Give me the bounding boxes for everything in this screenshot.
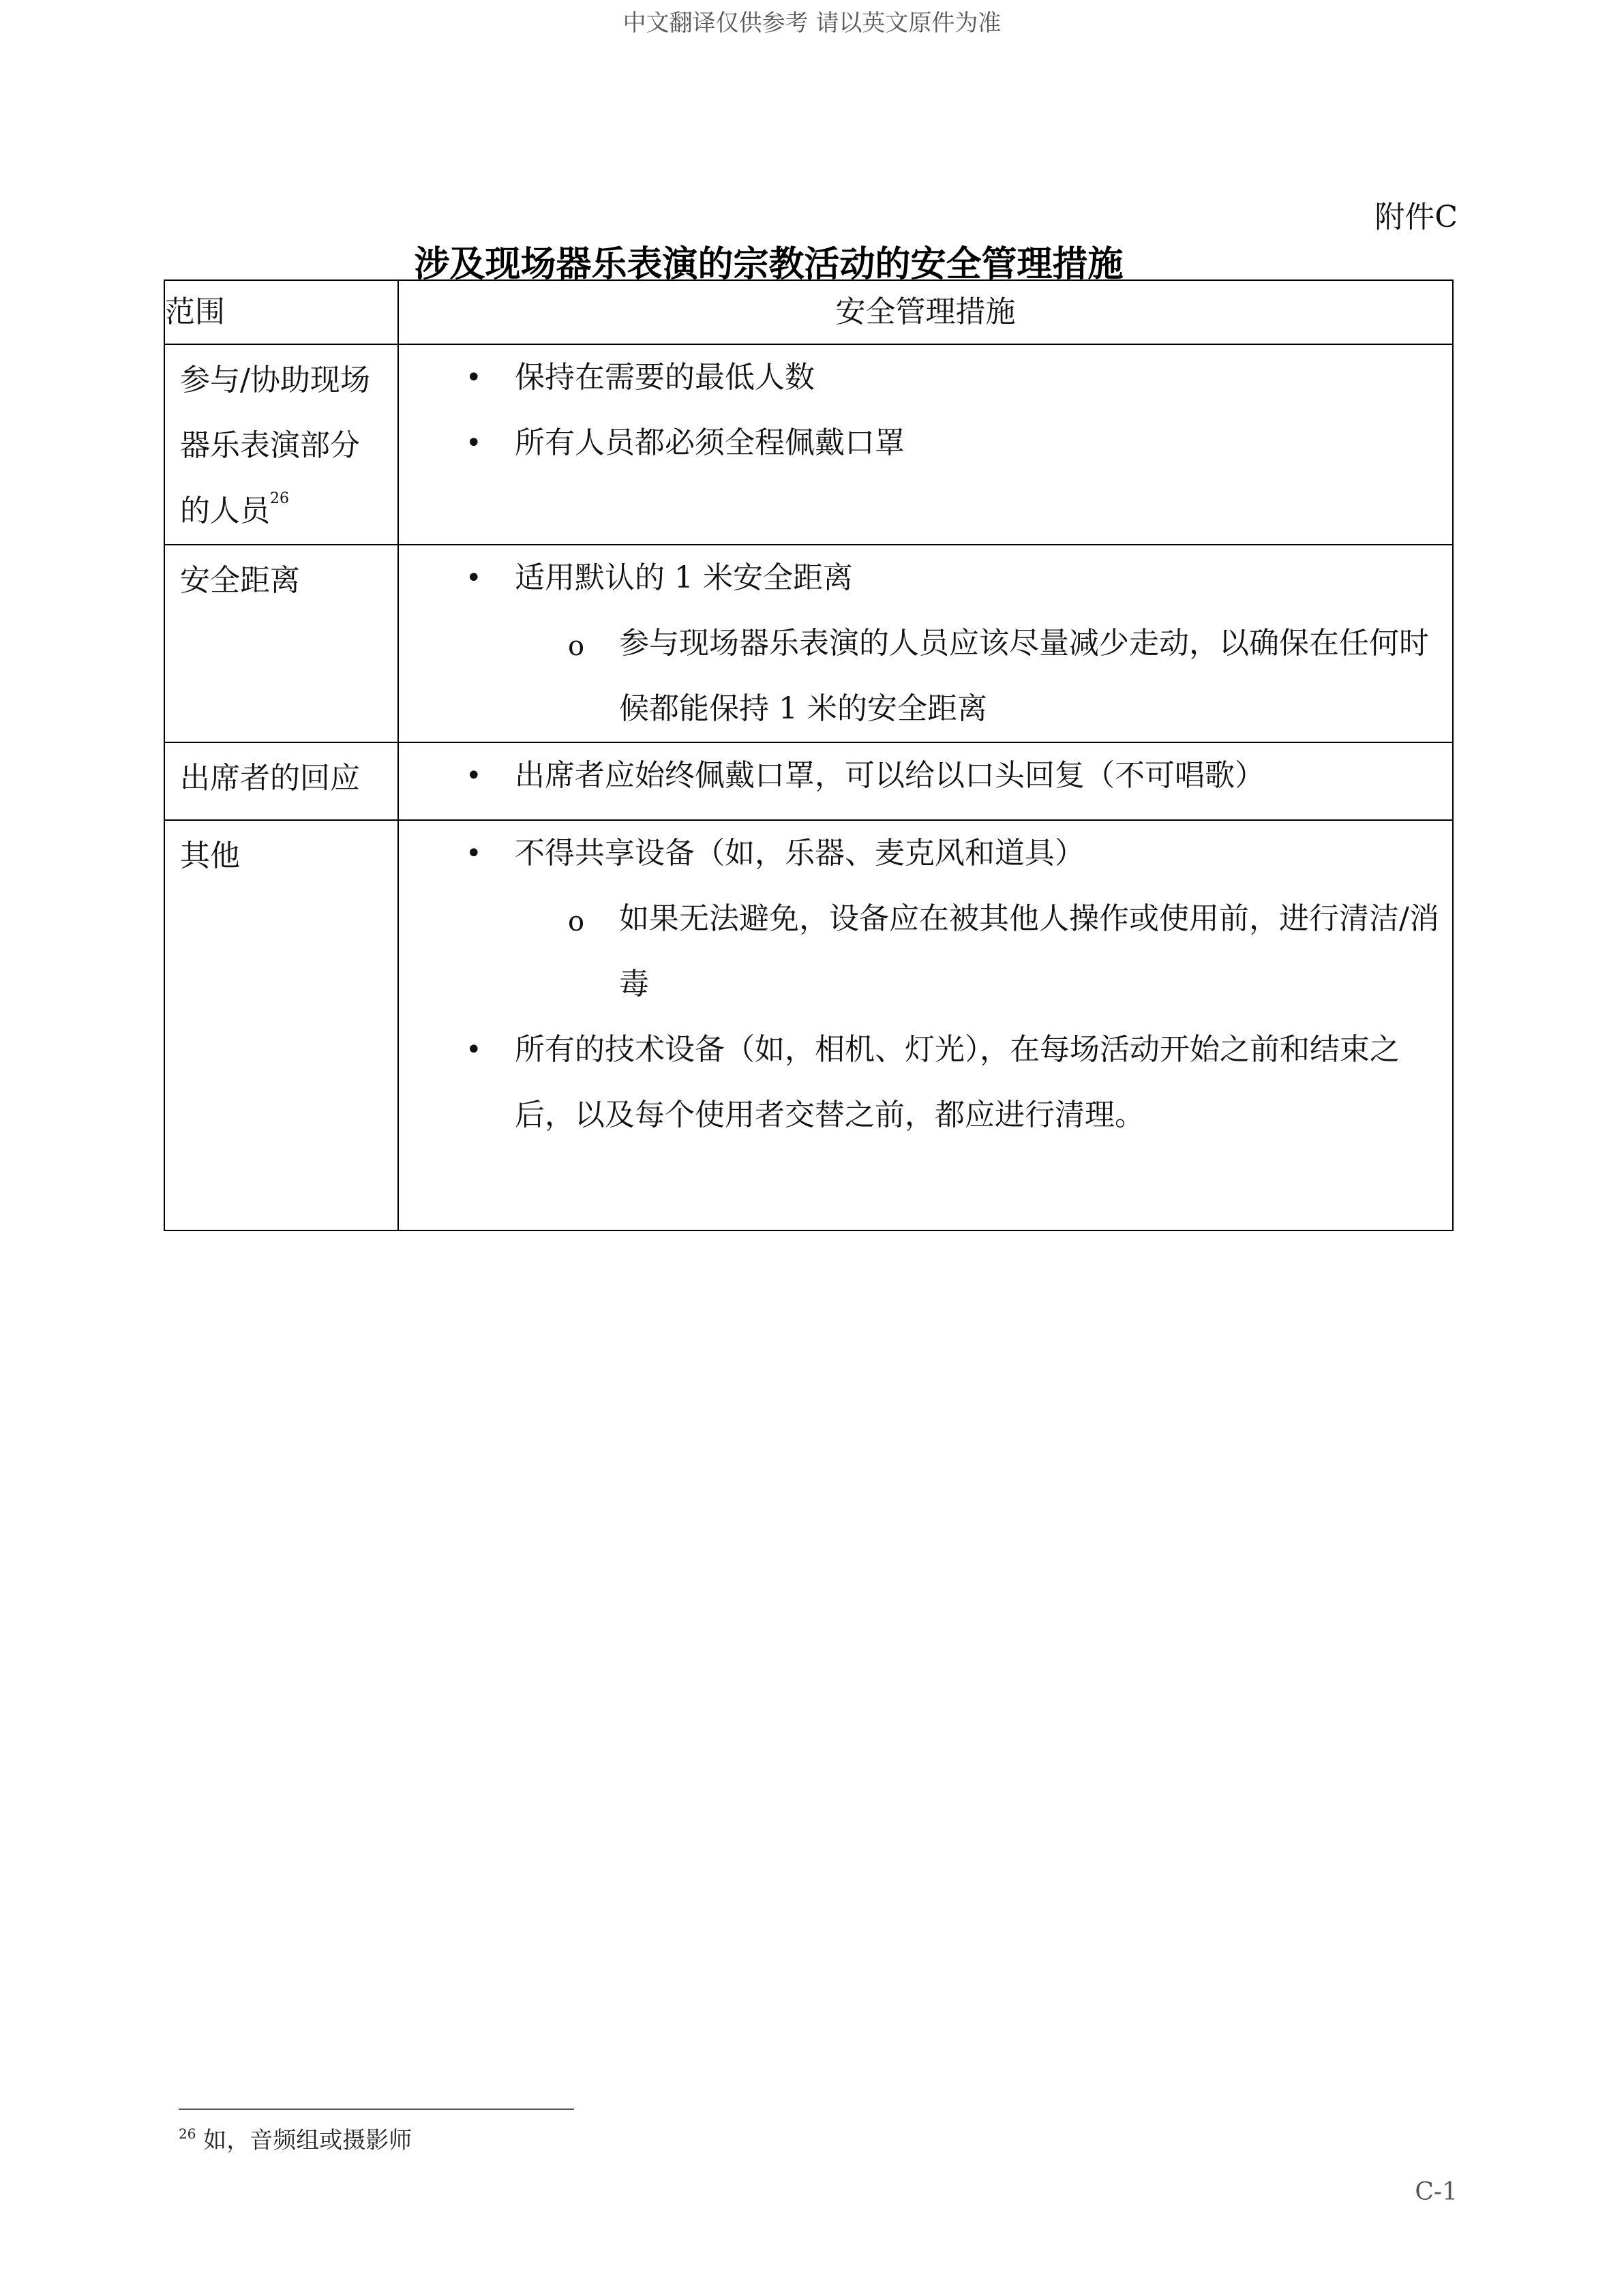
scope-cell	[164, 742, 398, 820]
safety-measures-table	[164, 280, 1454, 1231]
measure-item	[399, 743, 1452, 809]
bullet-icon: •	[466, 838, 482, 869]
scope-text	[165, 345, 397, 544]
bullet-icon: •	[466, 760, 482, 791]
measure-list	[399, 345, 1452, 476]
table-row	[164, 820, 1453, 1230]
sub-measure-text: 如果无法避免，设备应在被其他人操作或使用前，进行清洁/消毒	[619, 901, 1439, 1001]
measures-cell	[398, 344, 1453, 545]
measure-item	[399, 345, 1452, 410]
footnote-divider	[179, 2109, 574, 2110]
measure-item	[399, 410, 1452, 476]
document-title: 涉及现场器乐表演的宗教活动的安全管理措施	[414, 243, 1124, 285]
measure-text: 所有人员都必须全程佩戴口罩	[515, 425, 905, 460]
bullet-icon: •	[466, 427, 482, 459]
measures-cell	[398, 545, 1453, 742]
annex-label: 附件C	[1374, 200, 1458, 235]
bullet-icon: •	[466, 1034, 482, 1066]
scope-text: 其他	[180, 839, 240, 873]
sub-bullet-icon: o	[568, 631, 585, 662]
scope-cell	[164, 545, 398, 742]
table-row	[164, 344, 1453, 545]
scope-cell	[164, 820, 398, 1230]
table-row	[164, 545, 1453, 742]
measure-text: 不得共享设备（如，乐器、麦克风和道具）	[515, 836, 1085, 871]
sub-measure-item	[399, 611, 1452, 742]
table-header-row	[164, 280, 1453, 344]
translation-note: 中文翻译仅供参考 请以英文原件为准	[622, 10, 1002, 37]
scope-text: 安全距离	[180, 563, 300, 598]
table-row	[164, 742, 1453, 820]
measure-item	[399, 821, 1452, 886]
header-scope: 范围	[164, 280, 398, 344]
measure-list	[399, 1017, 1452, 1148]
scope-label: 参与/协助现场器乐表演部分的人员	[180, 363, 370, 528]
measure-list	[399, 743, 1452, 809]
measures-cell	[398, 820, 1453, 1230]
sub-measure-list	[399, 611, 1452, 742]
scope-cell	[164, 344, 398, 545]
measure-list	[399, 545, 1452, 611]
footnote-text: 如，音频组或摄影师	[203, 2127, 412, 2154]
measures-cell	[398, 742, 1453, 820]
page-number: C-1	[1415, 2178, 1458, 2206]
footnote-number: 26	[179, 2126, 196, 2142]
measure-item	[399, 545, 1452, 611]
scope-text: 出席者的回应	[180, 761, 360, 796]
bullet-icon: •	[466, 562, 482, 594]
sub-measure-text: 参与现场器乐表演的人员应该尽量减少走动，以确保在任何时候都能保持 1 米的安全距离	[619, 626, 1429, 726]
measure-text: 出席者应始终佩戴口罩，可以给以口头回复（不可唱歌）	[515, 758, 1265, 793]
measure-text: 适用默认的 1 米安全距离	[515, 560, 853, 595]
measure-text: 保持在需要的最低人数	[515, 360, 815, 395]
measure-list	[399, 821, 1452, 886]
measure-text: 所有的技术设备（如，相机、灯光），在每场活动开始之前和结束之后，以及每个使用者交替之前，都应进行清理。	[515, 1032, 1400, 1132]
sub-measure-list	[399, 886, 1452, 1017]
footnote	[179, 2121, 412, 2155]
footnote-ref: 26	[270, 490, 289, 507]
header-measures: 安全管理措施	[398, 280, 1453, 344]
sub-measure-item	[399, 886, 1452, 1017]
sub-bullet-icon: o	[568, 906, 585, 937]
measure-item	[399, 1017, 1452, 1148]
bullet-icon: •	[466, 362, 482, 393]
